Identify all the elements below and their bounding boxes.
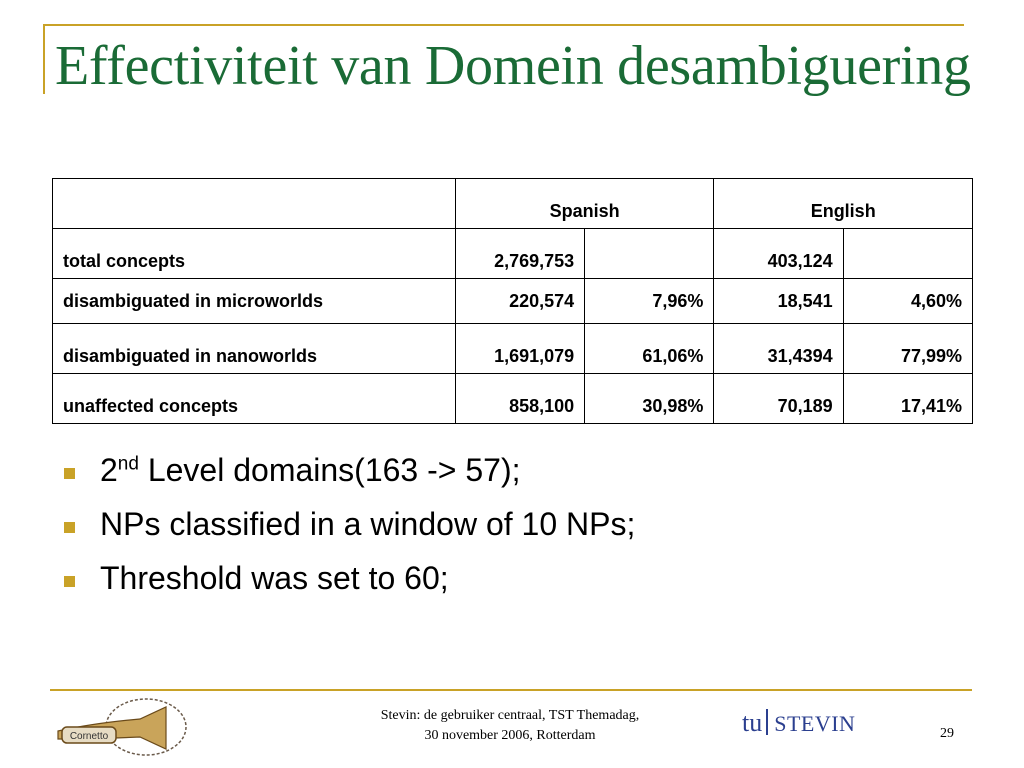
cornetto-logo bbox=[54, 693, 194, 763]
table-row bbox=[53, 374, 973, 424]
table-row bbox=[53, 279, 973, 324]
bullet-square-icon bbox=[64, 576, 75, 587]
results-table bbox=[52, 178, 973, 424]
english-count: 70,189 bbox=[714, 374, 843, 424]
spanish-percent: 61,06% bbox=[585, 324, 714, 374]
english-percent: 17,41% bbox=[843, 374, 972, 424]
stevin-logo-text: STEVIN bbox=[774, 711, 856, 736]
spanish-percent bbox=[585, 229, 714, 279]
table-row bbox=[53, 324, 973, 374]
row-label: unaffected concepts bbox=[53, 374, 456, 424]
table-header-english: English bbox=[714, 179, 973, 229]
english-count: 18,541 bbox=[714, 279, 843, 324]
spanish-count: 858,100 bbox=[455, 374, 584, 424]
english-percent: 77,99% bbox=[843, 324, 972, 374]
english-count: 31,4394 bbox=[714, 324, 843, 374]
list-item bbox=[64, 502, 635, 556]
english-percent bbox=[843, 229, 972, 279]
bullet-superscript: nd bbox=[117, 453, 139, 475]
list-item bbox=[64, 556, 635, 610]
english-percent: 4,60% bbox=[843, 279, 972, 324]
english-count: 403,124 bbox=[714, 229, 843, 279]
spanish-percent: 7,96% bbox=[585, 279, 714, 324]
footer-line-2: 30 november 2006, Rotterdam bbox=[424, 728, 596, 743]
spanish-count: 220,574 bbox=[455, 279, 584, 324]
row-label: disambiguated in nanoworlds bbox=[53, 324, 456, 374]
title-frame-left-line bbox=[43, 24, 45, 94]
table-row bbox=[53, 229, 973, 279]
table-header-row bbox=[53, 179, 973, 229]
row-label: disambiguated in microworlds bbox=[53, 279, 456, 324]
footer-line-1: Stevin: de gebruiker centraal, TST Themadag, bbox=[380, 708, 640, 723]
list-item bbox=[64, 448, 635, 502]
table-header-spanish: Spanish bbox=[455, 179, 714, 229]
tu-stevin-logo bbox=[742, 709, 855, 736]
spanish-count: 1,691,079 bbox=[455, 324, 584, 374]
footer-caption bbox=[340, 706, 680, 746]
title-frame-top-line bbox=[44, 24, 964, 26]
tu-logo-mark: tu bbox=[742, 708, 763, 737]
spanish-count: 2,769,753 bbox=[455, 229, 584, 279]
cornetto-logo-text: Cornetto bbox=[69, 731, 109, 742]
bullet-text: Level domains(163 -> 57); bbox=[138, 452, 521, 488]
bullet-text: Threshold was set to 60; bbox=[100, 560, 449, 596]
table-header-empty bbox=[53, 179, 456, 229]
row-label: total concepts bbox=[53, 229, 456, 279]
bullet-text-prefix: 2 bbox=[100, 452, 118, 488]
bullet-square-icon bbox=[64, 522, 75, 533]
logo-divider bbox=[766, 709, 768, 735]
bullet-list bbox=[64, 448, 635, 610]
slide-title: Effectiviteit van Domein desambiguering bbox=[55, 35, 971, 97]
spanish-percent: 30,98% bbox=[585, 374, 714, 424]
page-number: 29 bbox=[940, 726, 954, 741]
bullet-text: NPs classified in a window of 10 NPs; bbox=[100, 506, 636, 542]
bullet-square-icon bbox=[64, 468, 75, 479]
footer-divider bbox=[50, 689, 972, 691]
